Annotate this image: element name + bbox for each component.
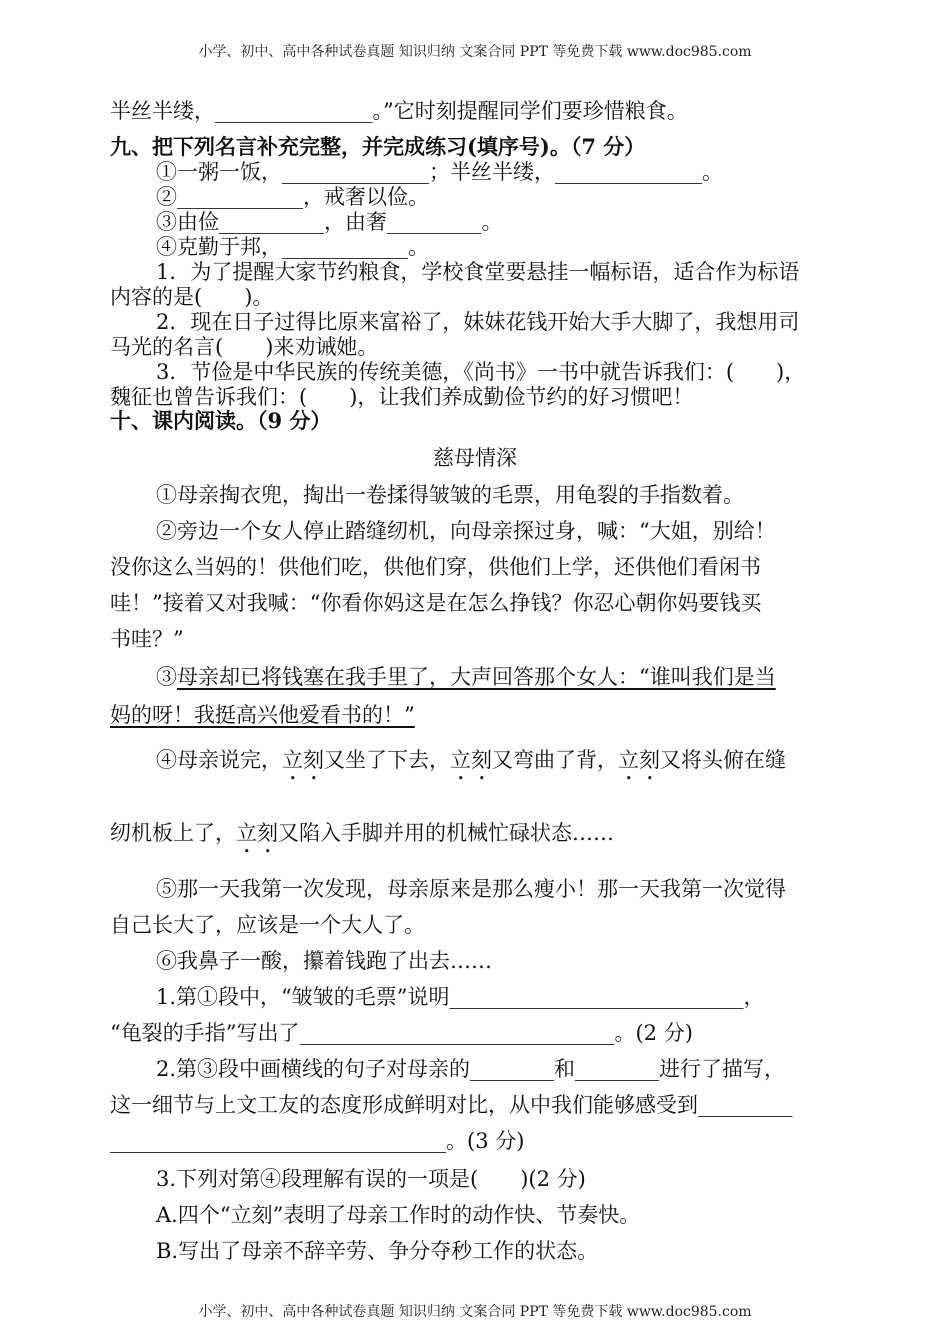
emphasized-word: 立刻 (282, 748, 324, 772)
question-10-1-cont: “龟裂的手指”写出了______________________________。(2 分) (110, 1021, 693, 1045)
emphasized-word: 立刻 (236, 821, 278, 845)
question-10-2-cont: 这一细节与上文工友的态度形成鲜明对比，从中我们能够感受到_________ (110, 1093, 793, 1117)
underlined-sentence: 母亲却已将钱塞在我手里了，大声回答那个女人：“谁叫我们是当 (177, 665, 776, 689)
option-a: A.四个“立刻”表明了母亲工作时的动作快、节奏快。 (156, 1203, 641, 1227)
section-10-heading: 十、课内阅读。（9 分） (110, 408, 332, 433)
passage-title: 慈母情深 (433, 446, 517, 470)
question-9-2: 2．现在日子过得比原来富裕了，妹妹花钱开始大手大脚了，我想用司 (156, 310, 800, 334)
quote-item-2: ②____________，戒奢以俭。 (156, 185, 429, 209)
underlined-sentence-cont: 妈的呀！我挺高兴他爱看书的！” (110, 703, 415, 727)
text-span: 又将头俯在缝 (660, 748, 786, 772)
paragraph-3-number: ③ (156, 665, 177, 689)
page-footer: 小学、初中、高中各种试卷真题 知识归纳 文案合同 PPT 等免费下载 www.doc985.com (198, 1304, 752, 1320)
text-span: 又弯曲了背， (492, 748, 618, 772)
quote-item-4: ④克勤于邦，____________。 (156, 235, 429, 259)
question-9-1-cont: 内容的是( )。 (110, 285, 274, 309)
paragraph-5-line: 自己长大了，应该是一个大人了。 (110, 913, 425, 937)
emphasized-word: 立刻 (450, 748, 492, 772)
paragraph-3 (156, 665, 776, 689)
text-span: 又陷入手脚并用的机械忙碌状态…… (278, 821, 614, 845)
question-9-3: 3．节俭是中华民族的传统美德，《尚书》一书中就告诉我们：( )， (156, 360, 806, 384)
text-span: 又坐了下去， (324, 748, 450, 772)
question-10-1: 1.第①段中，“皱皱的毛票”说明____________________________， (156, 985, 765, 1009)
question-10-2-cont: ________________________________。(3 分) (110, 1129, 525, 1153)
paragraph-4-line (110, 821, 614, 858)
quote-item-3: ③由俭__________，由奢_________。 (156, 210, 503, 234)
paragraph-5: ⑤那一天我第一次发现，母亲原来是那么瘦小！那一天我第一次觉得 (156, 877, 786, 901)
option-b: B.写出了母亲不辞辛劳、争分夺秒工作的状态。 (156, 1239, 599, 1263)
paragraph-2-line: 书哇？” (110, 627, 184, 651)
paragraph-1: ①母亲掏衣兜，掏出一卷揉得皱皱的毛票，用龟裂的手指数着。 (156, 483, 744, 507)
paragraph-2: ②旁边一个女人停止踏缝纫机，向母亲探过身，喊：“大姐，别给！ (156, 519, 776, 543)
question-9-2-cont: 马光的名言( )来劝诫她。 (110, 335, 379, 359)
paragraph-4 (156, 748, 786, 785)
paragraph-6: ⑥我鼻子一酸，攥着钱跑了出去…… (156, 949, 492, 973)
text-span: 纫机板上了， (110, 821, 236, 845)
text-span: ④母亲说完， (156, 748, 282, 772)
question-9-3-cont: 魏征也曾告诉我们：( )，让我们养成勤俭节约的好习惯吧！ (110, 385, 694, 409)
quote-item-1: ①一粥一饭，______________；半丝半缕，______________。 (156, 160, 723, 184)
page-header: 小学、初中、高中各种试卷真题 知识归纳 文案合同 PPT 等免费下载 www.doc985.com (198, 44, 752, 60)
section-9-heading: 九、把下列名言补充完整，并完成练习(填序号)。（7 分） (110, 134, 646, 159)
paragraph-2-line: 哇！”接着又对我喊：“你看你妈这是在怎么挣钱？你忍心朝你妈要钱买 (110, 591, 762, 615)
paragraph-2-line: 没你这么当妈的！供他们吃，供他们穿，供他们上学，还供他们看闲书 (110, 555, 761, 579)
question-9-1: 1．为了提醒大家节约粮食，学校食堂要悬挂一幅标语，适合作为标语 (156, 260, 800, 284)
paragraph-3-line (110, 703, 415, 727)
emphasized-word: 立刻 (618, 748, 660, 772)
question-10-3: 3.下列对第④段理解有误的一项是( )(2 分) (156, 1167, 586, 1191)
text-line: 半丝半缕，_______________。”它时刻提醒同学们要珍惜粮食。 (110, 99, 688, 123)
question-10-2: 2.第③段中画横线的句子对母亲的________和________进行了描写， (156, 1057, 786, 1081)
